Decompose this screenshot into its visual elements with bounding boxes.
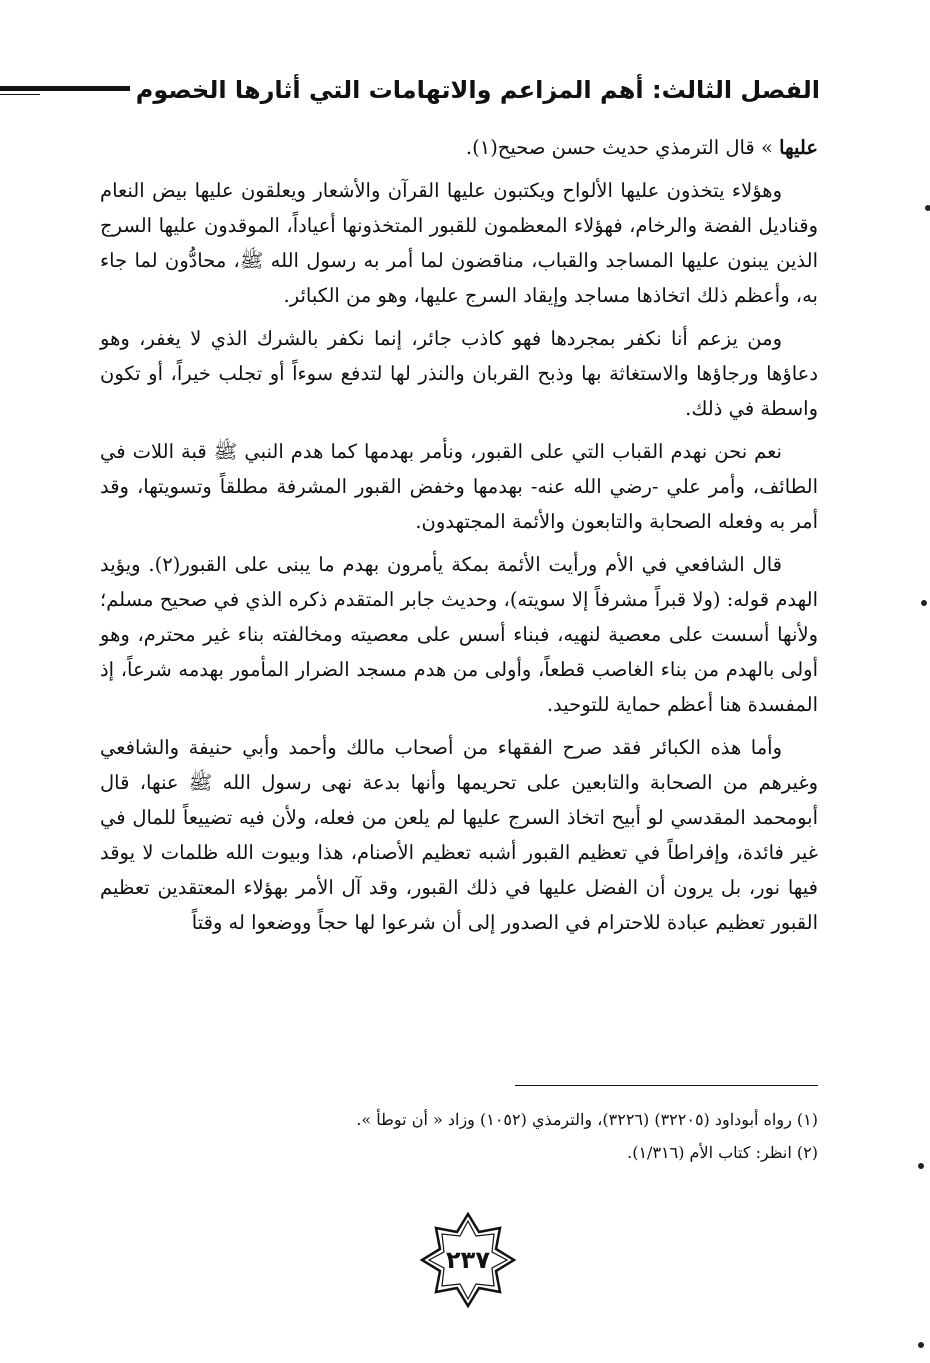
- paragraph: وهؤلاء يتخذون عليها الألواح ويكتبون عليها القرآن والأشعار ويعلقون عليها بيض النعام وقناديل الفضة والرخام، فهؤلاء المعظمون للقبور المتخذونها أعياداً، الموقدون عليها السرج الذين يبنون عليها المساجد والقباب، مناقضون لما أمر به رسول الله ﷺ، محادُّون لما جاء به، وأعظم ذلك اتخاذها مساجد وإيقاد السرج عليها، وهو من الكبائر.: [100, 179, 818, 307]
- header-rule: [0, 86, 130, 95]
- paragraph: ومن يزعم أنا نكفر بمجردها فهو كاذب جائر، إنما نكفر بالشرك الذي لا يغفر، وهو دعاؤها ورجاؤها والاستغاثة بها وذبح القربان والنذر لها لتدفع سوءاً أو تجلب خيراً، أو تكون واسطة في ذلك.: [100, 327, 818, 420]
- chapter-title: الفصل الثالث: أهم المزاعم والاتهامات التي أثارها الخصوم: [135, 76, 820, 104]
- margin-mark: [925, 205, 930, 211]
- footnotes: [100, 1103, 818, 1169]
- footnote-separator: [515, 1085, 818, 1086]
- margin-mark: [918, 1342, 924, 1348]
- paragraph-lead-word: عليها: [779, 136, 818, 159]
- margin-mark: [918, 1163, 924, 1169]
- header-rule-thick: [0, 86, 130, 91]
- paragraph: نعم نحن نهدم القباب التي على القبور، ونأمر بهدمها كما هدم النبي ﷺ قبة اللات في الطائف، وأمر علي -رضي الله عنه- بهدمها وخفض القبور المشرفة مطلقاً وتسويتها، وقد أمر به وفعله الصحابة والتابعون والأئمة المجتهدون.: [100, 440, 818, 533]
- running-header: [100, 70, 820, 110]
- margin-mark: [921, 600, 927, 606]
- header-rule-thin: [0, 94, 40, 95]
- footnote-2: (٢) انظر: كتاب الأم (١/٣١٦).: [627, 1143, 818, 1162]
- page-number-ornament: [418, 1210, 518, 1310]
- page-number: ٢٣٧: [446, 1246, 490, 1274]
- paragraph-text: » قال الترمذي حديث حسن صحيح(١).: [465, 136, 780, 159]
- paragraph: [100, 130, 818, 165]
- main-text: [100, 130, 818, 948]
- footnote-1: (١) رواه أبوداود (٣٢٢٠٥) (٣٢٢٦)، والترمذي (١٠٥٢) وزاد « أن توطأ ».: [356, 1110, 818, 1129]
- paragraph: وأما هذه الكبائر فقد صرح الفقهاء من أصحاب مالك وأحمد وأبي حنيفة والشافعي وغيرهم من الصحابة والتابعين على تحريمها وأنها بدعة نهى رسول الله ﷺ عنها، قال أبومحمد المقدسي لو أبيح اتخاذ السرج عليها لم يلعن من فعله، ولأن فيه تضييعاً للمال في غير فائدة، وإفراطاً في تعظيم القبور أشبه تعظيم الأصنام، هذا وبيوت الله ظلمات لا يوقد فيها نور، بل يرون أن الفضل عليها في ذلك القبور، وقد آل الأمر بهؤلاء المعتقدين تعظيم القبور تعظيم عبادة للاحترام في الصدور إلى أن شرعوا لها حجاً ووضعوا له وقتاً: [100, 736, 818, 934]
- paragraph: قال الشافعي في الأم ورأيت الأئمة بمكة يأمرون بهدم ما يبنى على القبور(٢). ويؤيد الهدم قوله: (ولا قبراً مشرفاً إلا سويته)، وحديث جابر المتقدم ذكره الذي في صحيح مسلم؛ ولأنها أسست على معصية لنهيه، فبناء أسس على معصيته ومخالفته بناء غير محترم، وهو أولى بالهدم من بناء الغاصب قطعاً، وأولى من هدم مسجد الضرار المأمور بهدمه شرعاً، إذ المفسدة هنا أعظم حماية للتوحيد.: [100, 553, 818, 716]
